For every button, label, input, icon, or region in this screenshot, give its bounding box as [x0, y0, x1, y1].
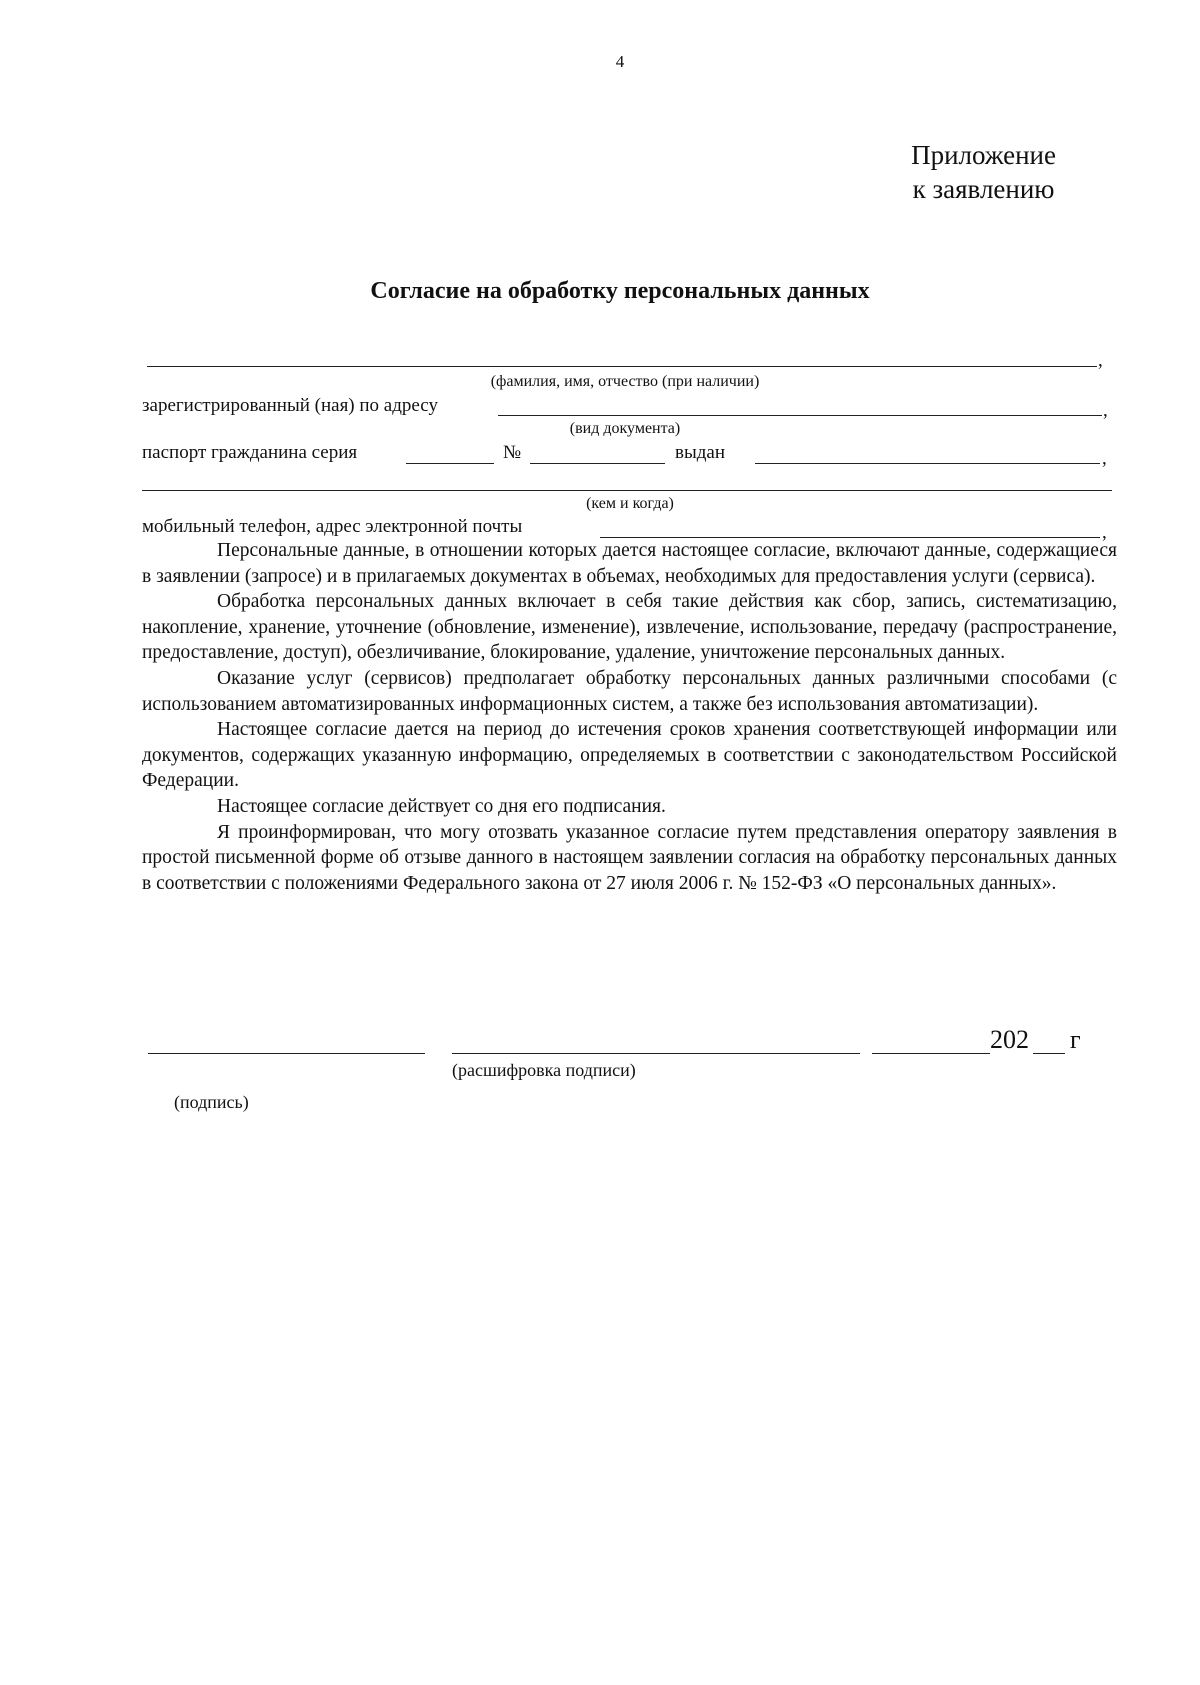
contacts-label: мобильный телефон, адрес электронной почты — [142, 516, 523, 537]
appendix-line-2: к заявлению — [912, 174, 1055, 204]
address-comma: , — [1103, 400, 1108, 421]
passport-series-field[interactable] — [406, 463, 494, 464]
issued-label: выдан — [675, 442, 726, 463]
page-title: Согласие на обработку персональных данных — [370, 278, 870, 304]
appendix-note — [911, 138, 1056, 206]
passport-label: паспорт гражданина серия — [142, 442, 358, 463]
signature-caption: (подпись) — [174, 1092, 249, 1112]
fio-comma: , — [1098, 350, 1103, 371]
registered-label: зарегистрированный (ная) по адресу — [142, 395, 438, 416]
passport-number-field[interactable] — [530, 463, 665, 464]
date-field[interactable] — [872, 1053, 990, 1054]
paragraph: Персональные данные, в отношении которых дается настоящее согласие, включают данные, содержащиеся в заявлении (запросе) и в прилагаемых документах в объемах, необходимых для предоставления услуги (сервиса). — [142, 540, 1117, 587]
contacts-comma: , — [1102, 522, 1107, 543]
issued-comma: , — [1102, 448, 1107, 469]
paragraph: Обработка персональных данных включает в себя такие действия как сбор, запись, систематизацию, накопление, хранение, уточнение (обновление, изменение), извлечение, использование, передачу (распространение, предоставление, доступ), обезличивание, блокирование, удаление, уничтожение персональных данных. — [142, 591, 1117, 664]
doc-type-caption: (вид документа) — [569, 420, 681, 437]
paragraph: Я проинформирован, что могу отозвать указанное согласие путем представления оператору заявления в простой письменной форме об отзыве данного в настоящем заявлении согласия на обработку персональных данных в соответствии с положениями Федерального закона от 27 июля 2006 г. № 152-ФЗ «О персональных данных». — [142, 821, 1117, 894]
consent-body — [142, 538, 1117, 896]
address-field[interactable] — [498, 415, 1102, 416]
year-prefix: 202 — [990, 1025, 1029, 1054]
signature-decoding-field[interactable] — [452, 1053, 860, 1054]
paragraph: Оказание услуг (сервисов) предполагает обработку персональных данных различными способами (с использованием автоматизированных информационных систем, а также без использования автоматизации). — [142, 667, 1117, 715]
paragraph: Настоящее согласие дается на период до истечения сроков хранения соответствующей информации или документов, содержащих указанную информацию, определяемых в соответствии с законодательством Российской Федерации. — [142, 719, 1117, 792]
issued-by-caption: (кем и когда) — [586, 495, 674, 512]
decoding-caption: (расшифровка подписи) — [452, 1060, 636, 1080]
year-suffix-field[interactable] — [1033, 1053, 1065, 1054]
paragraph: Настоящее согласие действует со дня его подписания. — [217, 795, 666, 817]
issued-by-details-field[interactable] — [142, 490, 1112, 491]
issued-by-field[interactable] — [755, 463, 1100, 464]
number-sign: № — [503, 442, 522, 463]
signature-area — [0, 1010, 1200, 1130]
fio-field[interactable] — [147, 366, 1097, 367]
fio-caption: (фамилия, имя, отчество (при наличии) — [490, 373, 760, 390]
appendix-line-1: Приложение — [911, 140, 1056, 170]
year-suffix: г — [1070, 1025, 1081, 1054]
signature-field[interactable] — [148, 1053, 425, 1054]
page-number: 4 — [615, 52, 625, 71]
